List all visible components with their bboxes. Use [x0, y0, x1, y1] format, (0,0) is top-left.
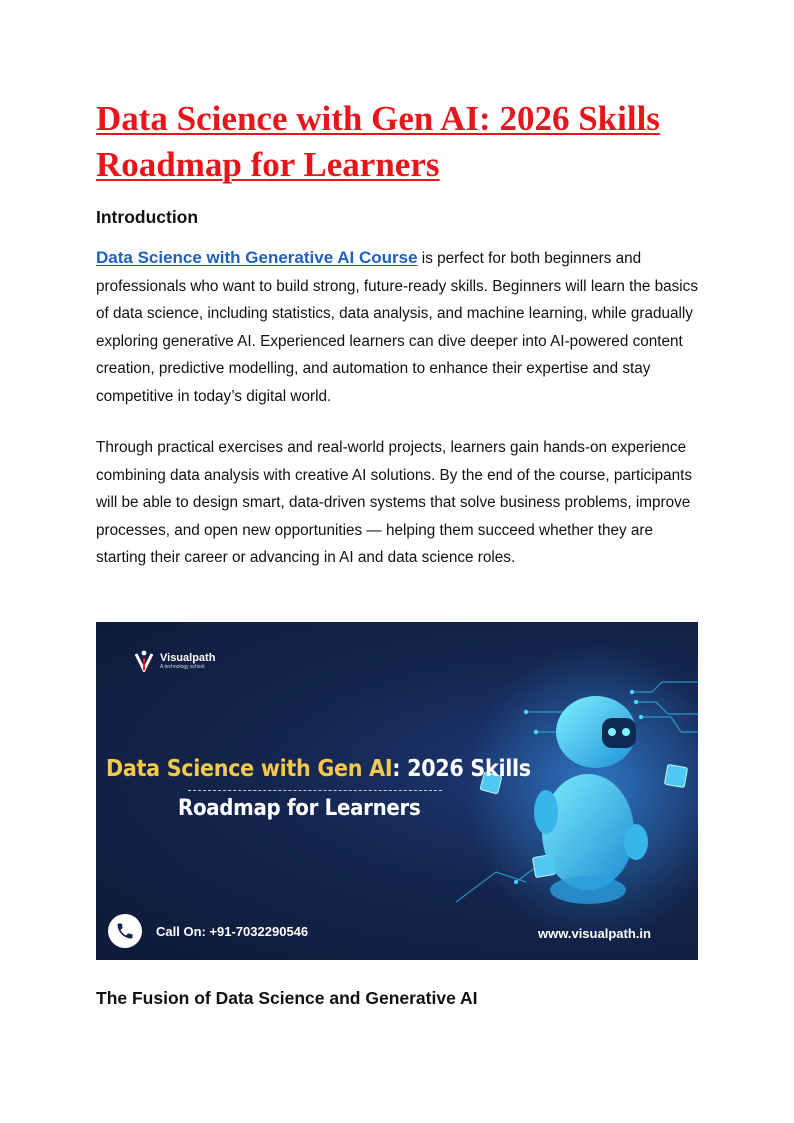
second-paragraph: Through practical exercises and real-world projects, learners gain hands-on experience combining data analysis with creative AI solutions. By the end of the course, participants will be able to design smart, data-driven systems that solve business problems, improve processes, and open new opportunities — helping them succeed whether they are starting their career or advancing in AI and data science roles.: [96, 439, 693, 567]
phone-icon: [108, 914, 142, 948]
banner-website: www.visualpath.in: [538, 926, 651, 941]
course-link[interactable]: Data Science with Generative AI Course: [96, 248, 418, 267]
section-heading: The Fusion of Data Science and Generative AI: [96, 988, 478, 1008]
intro-paragraph: [96, 244, 706, 411]
logo-name: Visualpath: [160, 652, 216, 664]
banner-call-text: Call On: +91-7032290546: [156, 924, 309, 939]
banner-title-rest: 2026 Skills: [400, 756, 531, 782]
visualpath-logo: [134, 650, 215, 672]
banner-title-line2: Roadmap for Learners: [178, 796, 421, 821]
intro-heading: Introduction: [96, 207, 199, 227]
visualpath-logo-icon: [134, 650, 154, 672]
banner-title-line1: [106, 756, 531, 782]
banner-title-highlight: Data Science with Gen AI: [106, 756, 393, 782]
banner-divider: [188, 790, 442, 791]
banner-artwork: [96, 622, 698, 960]
banner-title-colon: :: [392, 756, 401, 782]
course-banner-image: [96, 622, 698, 960]
intro-text: is perfect for both beginners and professionals who want to build strong, future-ready skills. Beginners will learn the basics of data science, including statistics, data analysis, and machine learning, while gradually exploring generative AI. Experienced learners can dive deeper into AI-powered content creation, predictive modelling, and automation to enhance their expertise and stay competitive in today’s digital world.: [96, 250, 698, 405]
logo-tagline: A technology school: [160, 664, 205, 670]
page-title: Data Science with Gen AI: 2026 Skills Roadmap for Learners: [96, 99, 660, 184]
